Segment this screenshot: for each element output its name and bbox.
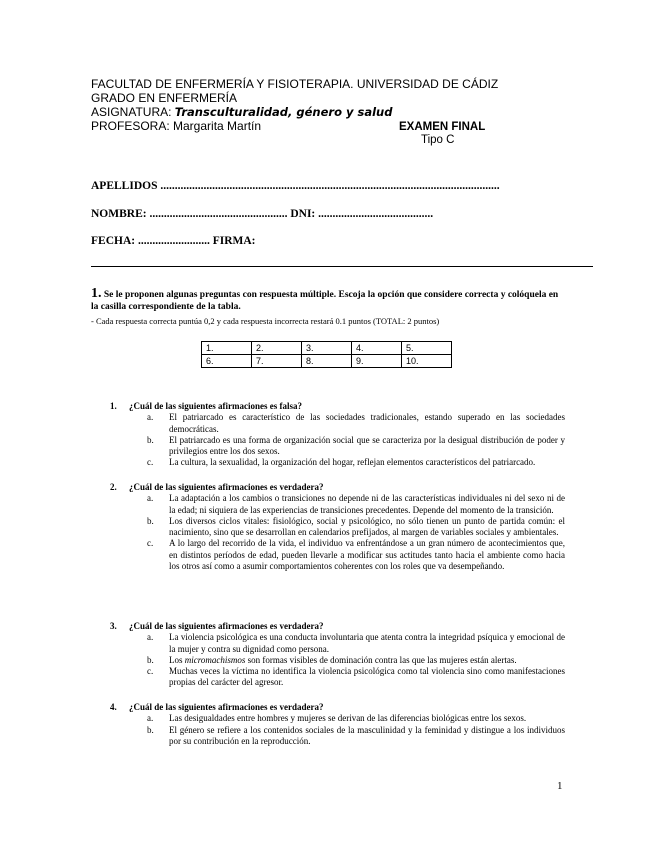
option-b[interactable] (147, 435, 565, 458)
subject-value: Transculturalidad, género y salud (174, 105, 393, 119)
degree-line: GRADO EN ENFERMERÍA (91, 91, 238, 105)
option-text-post: son formas visibles de dominación contra las que las mujeres están alertas. (245, 654, 517, 665)
answer-cell[interactable]: 8. (302, 355, 352, 368)
question-title (110, 621, 565, 632)
question-text: ¿Cuál de las siguientes afirmaciones es verdadera? (129, 702, 324, 712)
question-number: 2. (110, 482, 117, 492)
option-letter: b. (147, 654, 154, 665)
option-text: La cultura, la sexualidad, la organización del hogar, reflejan elementos característicos del patriarcado. (169, 457, 536, 468)
option-letter: c. (147, 538, 154, 549)
question-3 (110, 621, 565, 689)
question-number: 4. (110, 702, 117, 712)
teacher-label: PROFESORA: (91, 119, 174, 133)
option-text: El patriarcado es una forma de organización social que se caracteriza por la desigual distribución de poder y privilegios entre los dos sexos. (169, 434, 565, 457)
option-c[interactable] (147, 666, 565, 689)
answer-row (202, 355, 452, 368)
answer-cell[interactable]: 7. (252, 355, 302, 368)
option-letter: b. (147, 515, 154, 526)
option-a[interactable] (147, 713, 565, 724)
option-letter: b. (147, 434, 154, 445)
option-b[interactable] (147, 655, 565, 666)
option-letter: c. (147, 457, 154, 468)
option-b[interactable] (147, 516, 565, 539)
option-letter: a. (147, 493, 154, 504)
option-letter: c. (147, 666, 154, 677)
question-text: ¿Cuál de las siguientes afirmaciones es verdadera? (129, 482, 324, 492)
answer-row (202, 342, 452, 355)
faculty-line: FACULTAD DE ENFERMERÍA Y FISIOTERAPIA. UNIVERSIDAD DE CÁDIZ (91, 77, 499, 91)
answer-cell[interactable]: 6. (202, 355, 252, 368)
question-title (110, 401, 565, 412)
question-4 (110, 702, 565, 747)
option-a[interactable] (147, 632, 565, 655)
nombre-field[interactable]: NOMBRE: ................................................ (91, 208, 288, 220)
question-title (110, 482, 565, 493)
teacher-value: Margarita Martín (173, 119, 262, 133)
option-text: Muchas veces la víctima no identifica la violencia psicológica como tal violencia sino como manifestaciones propias del carácter del agresor. (169, 666, 565, 688)
nombre-dni-line (91, 208, 433, 220)
section-number: 1. (91, 286, 102, 301)
section-instruction (91, 288, 561, 313)
answer-cell[interactable]: 9. (352, 355, 402, 368)
question-text: ¿Cuál de las siguientes afirmaciones es verdadera? (129, 621, 324, 631)
option-text-emphasis: micromachismos (184, 654, 246, 665)
option-text: La adaptación a los cambios o transiciones no depende ni de las características individuales ni del sexo ni de la edad; ni siquiera de las experiencias de transiciones precedentes. Depende del momento de la transición. (169, 493, 565, 515)
option-text: A lo largo del recorrido de la vida, el individuo va enfrentándose a un gran número de acontecimientos que, en distintos períodos de edad, pueden llevarle a modificar sus actitudes tanto hacia el ambiente como hacia los otros así como a asumir comportamientos coherentes con los roles que va desempeñando. (169, 538, 565, 572)
option-a[interactable] (147, 412, 565, 435)
question-number: 1. (110, 401, 117, 411)
answer-cell[interactable]: 3. (302, 342, 352, 355)
question-number: 3. (110, 621, 117, 631)
option-text-pre: Los (169, 654, 185, 665)
dni-field[interactable]: DNI: ........................................ (290, 208, 434, 220)
page-number: 1 (557, 780, 563, 792)
apellidos-field[interactable]: APELLIDOS ...................................................................................................................... (91, 180, 500, 192)
answer-cell[interactable]: 10. (402, 355, 452, 368)
option-text: El patriarcado es característico de las sociedades tradicionales, estando superado en las sociedades democráticas. (169, 412, 565, 434)
option-b[interactable] (147, 725, 565, 748)
question-1 (110, 401, 565, 469)
option-letter: a. (147, 632, 154, 643)
answer-cell[interactable]: 2. (252, 342, 302, 355)
answer-table (201, 341, 452, 368)
subject-label: ASIGNATURA: (91, 105, 175, 119)
option-text: Las desigualdades entre hombres y mujeres se derivan de las diferencias biológicas entre los sexos. (169, 713, 527, 724)
option-c[interactable] (147, 457, 565, 468)
option-a[interactable] (147, 493, 565, 516)
subject-line (91, 105, 392, 119)
separator-rule (91, 266, 593, 267)
fecha-firma-line (91, 235, 256, 247)
answer-cell[interactable]: 1. (202, 342, 252, 355)
option-text (169, 655, 565, 666)
question-title (110, 702, 565, 713)
fecha-field[interactable]: FECHA: ......................... (91, 235, 210, 247)
section-instruction-text: Se le proponen algunas preguntas con respuesta múltiple. Escoja la opción que considere correcta y colóquela en la casilla correspondiente de la tabla. (91, 290, 559, 312)
answer-cell[interactable]: 5. (402, 342, 452, 355)
exam-title: EXAMEN FINAL (399, 121, 486, 133)
question-text: ¿Cuál de las siguientes afirmaciones es falsa? (129, 401, 302, 411)
exam-type: Tipo C (421, 134, 455, 146)
teacher-line (91, 119, 261, 133)
option-letter: a. (147, 713, 154, 724)
option-letter: b. (147, 724, 154, 735)
option-c[interactable] (147, 538, 565, 572)
option-letter: a. (147, 412, 154, 423)
answer-cell[interactable]: 4. (352, 342, 402, 355)
question-2 (110, 482, 565, 572)
option-text: Los diversos ciclos vitales: fisiológico, social y psicológico, no sólo tienen un punto de partida común: el nacimiento, sino que se desarrollan en calendarios prefijados, al margen de variables sociales y ambientales. (169, 515, 565, 538)
option-text: El género se refiere a los contenidos sociales de la masculinidad y la feminidad y distingue a los individuos por su contribución en la reproducción. (169, 724, 565, 746)
option-text: La violencia psicológica es una conducta involuntaria que atenta contra la integridad psíquica y emocional de la mujer y contra su dignidad como persona. (169, 632, 565, 654)
firma-field[interactable]: FIRMA: (212, 235, 256, 247)
scoring-note: - Cada respuesta correcta puntúa 0,2 y cada respuesta incorrecta restará 0.1 puntos (TOTAL: 2 puntos) (91, 316, 440, 326)
